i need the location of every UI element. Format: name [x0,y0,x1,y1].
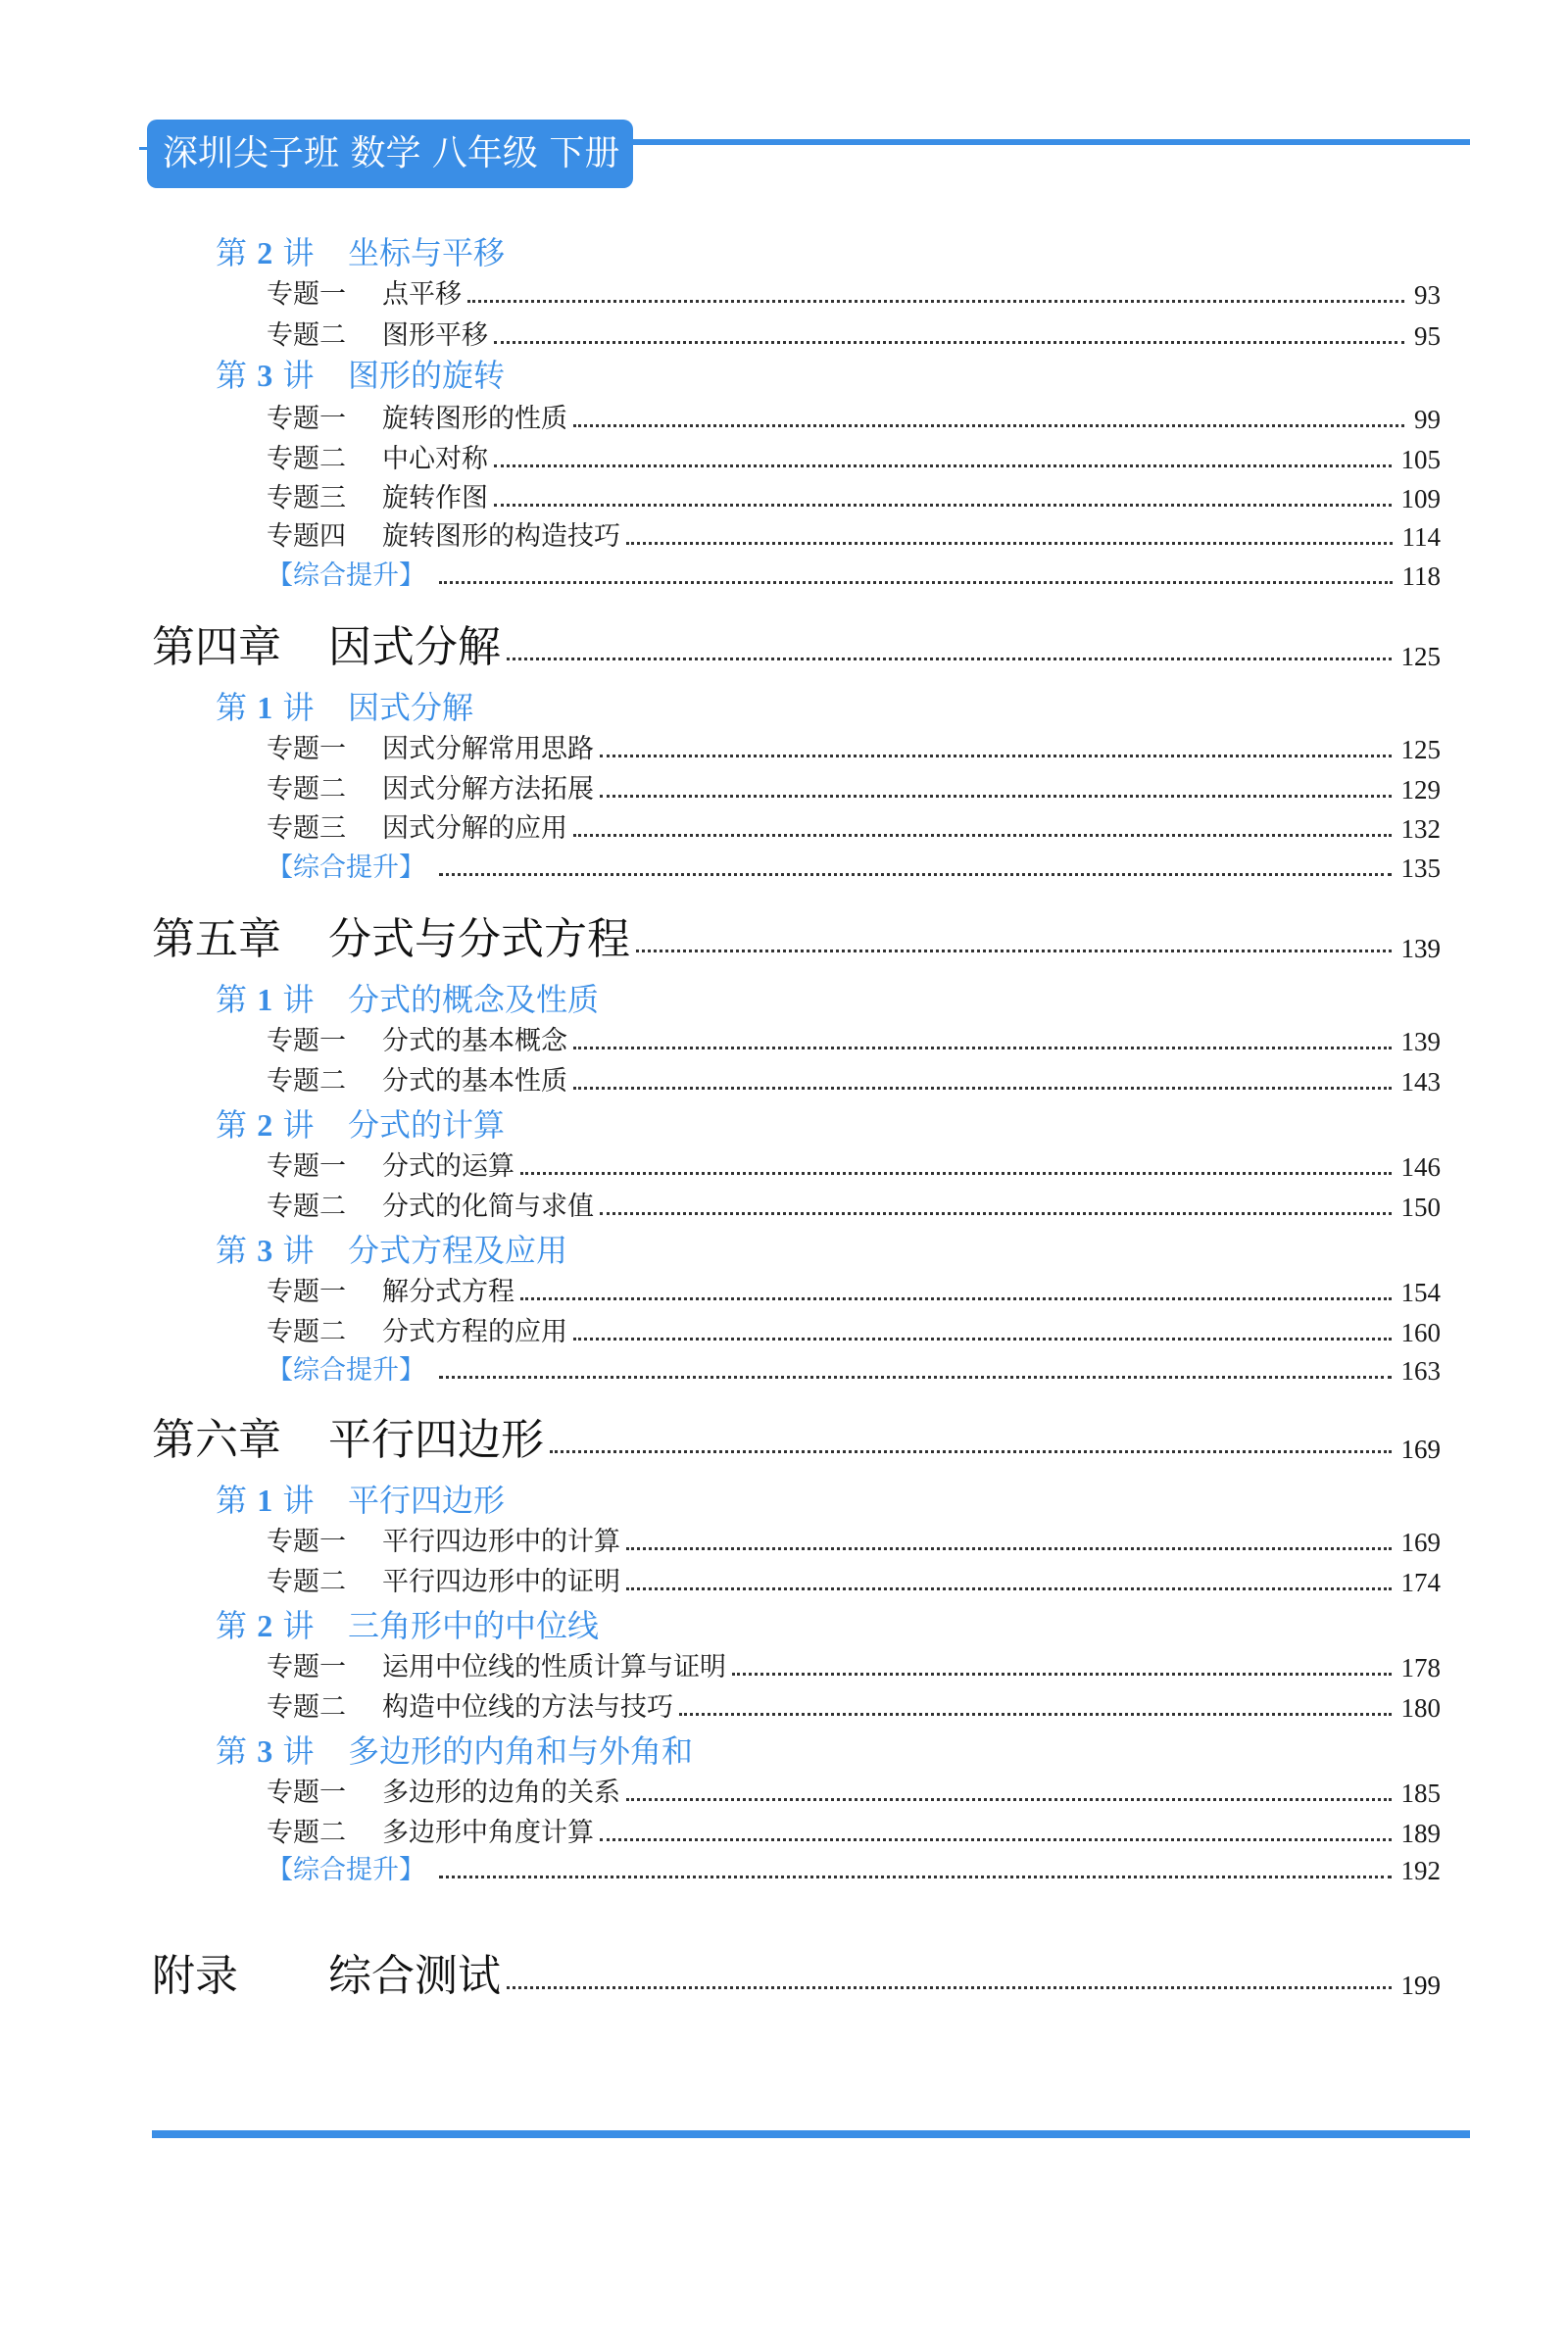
page-number: 169 [1400,1528,1441,1557]
topic-title: 平行四边形中的证明 [382,1567,620,1597]
header-title: 深圳尖子班 数学 八年级 下册 [147,120,633,188]
toc-lecture[interactable] [216,683,473,728]
lecture-title: 三角形中的中位线 [348,1607,600,1644]
page-number: 150 [1400,1193,1441,1222]
page-number: 192 [1400,1856,1441,1885]
topic-title: 分式方程的应用 [382,1317,567,1347]
chapter-label: 第五章 [152,914,281,964]
topic-label: 专题一 [267,1151,346,1182]
topic-title: 图形平移 [382,320,488,351]
review-title: 【综合提升】 [267,561,425,591]
toc-topic[interactable] [267,806,1441,845]
topic-title: 分式的运算 [382,1151,514,1182]
page-number: 178 [1400,1653,1441,1682]
page-number: 118 [1401,561,1441,591]
topic-title: 旋转图形的性质 [382,404,567,434]
dot-leader [439,1376,1392,1379]
page-number: 174 [1400,1568,1441,1597]
page-number: 143 [1400,1067,1441,1097]
toc-topic[interactable] [267,727,1441,765]
lecture-number: 第 1 讲 [216,981,315,1018]
page-number: 139 [1400,934,1441,963]
dot-leader [520,1172,1392,1175]
page-number: 132 [1400,814,1441,844]
topic-label: 专题二 [267,1567,346,1597]
toc-topic[interactable] [267,1059,1441,1097]
lecture-number: 第 1 讲 [216,1482,315,1519]
chapter-label: 附录 [152,1951,238,2001]
topic-title: 分式的基本概念 [382,1026,567,1056]
topic-label: 专题一 [267,404,346,434]
page-number: 146 [1400,1152,1441,1182]
toc-chapter[interactable] [152,611,1441,674]
topic-label: 专题四 [267,521,346,552]
page-number: 95 [1414,321,1441,351]
topic-title: 分式的化简与求值 [382,1192,594,1222]
toc-lecture[interactable] [216,1226,567,1271]
topic-label: 专题一 [267,1527,346,1557]
topic-title: 点平移 [382,279,462,310]
lecture-number-digit: 1 [257,690,273,725]
dot-leader [573,1087,1392,1090]
page-number: 99 [1414,405,1441,434]
header-rule [627,139,1470,145]
page-number: 109 [1400,484,1441,513]
toc-topic[interactable] [267,514,1441,553]
review-title: 【综合提升】 [267,853,425,883]
topic-title: 中心对称 [382,444,488,474]
toc-review[interactable] [267,846,1441,884]
toc-topic[interactable] [267,1811,1441,1849]
toc-topic[interactable] [267,476,1441,514]
dot-leader [520,1297,1392,1300]
dot-leader [626,1587,1392,1590]
lecture-title: 平行四边形 [348,1482,506,1519]
lecture-number-digit: 2 [257,1608,273,1643]
page-number: 160 [1400,1318,1441,1347]
toc-lecture[interactable] [216,228,505,273]
page-number: 199 [1400,1971,1441,2000]
lecture-title: 图形的旋转 [348,357,506,394]
page-number: 129 [1400,775,1441,804]
page-number: 125 [1400,735,1441,764]
dot-leader [573,1047,1392,1049]
toc-lecture[interactable] [216,1476,505,1521]
dot-leader [573,1338,1392,1341]
lecture-title: 因式分解 [348,689,474,726]
dot-leader [600,795,1392,798]
topic-label: 专题二 [267,320,346,351]
dot-leader [573,424,1404,427]
topic-label: 专题三 [267,813,346,844]
page-number: 169 [1400,1435,1441,1464]
lecture-number-digit: 1 [257,1483,273,1518]
topic-label: 专题二 [267,1818,346,1848]
dot-leader [439,1876,1392,1878]
toc-topic[interactable] [267,314,1441,352]
toc-topic[interactable] [267,1270,1441,1308]
toc-lecture[interactable] [216,1727,693,1772]
topic-label: 专题一 [267,1277,346,1307]
dot-leader [507,658,1392,660]
topic-label: 专题一 [267,734,346,764]
page-number: 154 [1400,1278,1441,1307]
dot-leader [494,341,1404,344]
dot-leader [626,1547,1392,1550]
page-number: 125 [1400,642,1441,671]
page-number: 105 [1400,445,1441,474]
dot-leader [600,1212,1392,1215]
topic-label: 专题二 [267,774,346,804]
page-number: 114 [1401,522,1441,552]
chapter-title: 平行四边形 [328,1415,544,1465]
toc-topic[interactable] [267,1145,1441,1183]
toc-topic[interactable] [267,767,1441,805]
toc-review[interactable] [267,1348,1441,1387]
toc-lecture[interactable] [216,351,505,396]
toc-review[interactable] [267,1848,1441,1886]
lecture-number: 第 3 讲 [216,357,315,394]
lecture-number: 第 1 讲 [216,689,315,726]
topic-label: 专题二 [267,1192,346,1222]
topic-title: 因式分解的应用 [382,813,567,844]
page-number: 135 [1400,853,1441,883]
toc-topic[interactable] [267,1520,1441,1558]
lecture-number-digit: 3 [257,1733,273,1769]
topic-title: 解分式方程 [382,1277,514,1307]
lecture-number: 第 3 讲 [216,1232,315,1269]
page-number: 139 [1400,1027,1441,1056]
page-number: 180 [1400,1693,1441,1723]
toc-topic[interactable] [267,1685,1441,1724]
dot-leader [679,1713,1392,1716]
lecture-title: 坐标与平移 [348,234,506,271]
toc-topic[interactable] [267,397,1441,435]
review-title: 【综合提升】 [267,1855,425,1885]
topic-title: 多边形中角度计算 [382,1818,594,1848]
topic-label: 专题三 [267,483,346,513]
dot-leader [573,834,1392,837]
topic-label: 专题一 [267,279,346,310]
toc-review[interactable] [267,554,1441,592]
toc-chapter[interactable] [152,1404,1441,1467]
topic-title: 运用中位线的性质计算与证明 [382,1652,726,1682]
dot-leader [494,464,1392,467]
chapter-title: 综合测试 [328,1951,501,2001]
dot-leader [600,1838,1392,1841]
topic-label: 专题一 [267,1778,346,1808]
lecture-number: 第 2 讲 [216,1106,315,1144]
topic-title: 因式分解常用思路 [382,734,594,764]
topic-label: 专题一 [267,1652,346,1682]
chapter-label: 第四章 [152,622,281,672]
lecture-number: 第 3 讲 [216,1732,315,1770]
topic-label: 专题二 [267,1692,346,1723]
toc-lecture[interactable] [216,975,599,1020]
topic-title: 多边形的边角的关系 [382,1778,620,1808]
dot-leader [507,1986,1392,1989]
lecture-number-digit: 2 [257,235,273,270]
lecture-title: 分式方程及应用 [348,1232,568,1269]
toc-topic[interactable] [267,1310,1441,1348]
lecture-number: 第 2 讲 [216,234,315,271]
dot-leader [494,504,1392,507]
page-number: 185 [1400,1779,1441,1808]
toc-topic[interactable] [267,437,1441,475]
dot-leader [626,1798,1392,1801]
topic-label: 专题二 [267,1317,346,1347]
topic-label: 专题一 [267,1026,346,1056]
toc-chapter[interactable] [152,1940,1441,2003]
topic-label: 专题二 [267,444,346,474]
page-number: 163 [1400,1356,1441,1386]
footer-rule [152,2130,1470,2138]
toc-lecture[interactable] [216,1100,505,1146]
review-title: 【综合提升】 [267,1355,425,1386]
lecture-number: 第 2 讲 [216,1607,315,1644]
dot-leader [439,581,1393,584]
lecture-title: 多边形的内角和与外角和 [348,1732,694,1770]
toc-topic[interactable] [267,1771,1441,1809]
dot-leader [550,1450,1392,1453]
dot-leader [600,755,1392,757]
lecture-number-digit: 2 [257,1107,273,1143]
toc-topic[interactable] [267,1645,1441,1683]
dot-leader [626,542,1393,545]
chapter-title: 分式与分式方程 [328,914,630,964]
toc-chapter[interactable] [152,903,1441,966]
toc-topic[interactable] [267,272,1441,311]
topic-title: 平行四边形中的计算 [382,1527,620,1557]
lecture-number-digit: 1 [257,982,273,1017]
topic-label: 专题二 [267,1066,346,1097]
dot-leader [467,300,1404,303]
lecture-number-digit: 3 [257,1233,273,1268]
toc-topic[interactable] [267,1185,1441,1223]
topic-title: 构造中位线的方法与技巧 [382,1692,673,1723]
chapter-label: 第六章 [152,1415,281,1465]
chapter-title: 因式分解 [328,622,501,672]
topic-title: 因式分解方法拓展 [382,774,594,804]
dot-leader [732,1673,1392,1676]
topic-title: 旋转作图 [382,483,488,513]
toc-lecture[interactable] [216,1601,599,1646]
toc-topic[interactable] [267,1019,1441,1057]
dot-leader [439,873,1392,876]
lecture-number-digit: 3 [257,358,273,393]
page-number: 189 [1400,1819,1441,1848]
lecture-title: 分式的概念及性质 [348,981,600,1018]
lecture-title: 分式的计算 [348,1106,506,1144]
dot-leader [636,950,1392,952]
page-number: 93 [1414,280,1441,310]
topic-title: 旋转图形的构造技巧 [382,521,620,552]
topic-title: 分式的基本性质 [382,1066,567,1097]
toc-topic[interactable] [267,1560,1441,1598]
